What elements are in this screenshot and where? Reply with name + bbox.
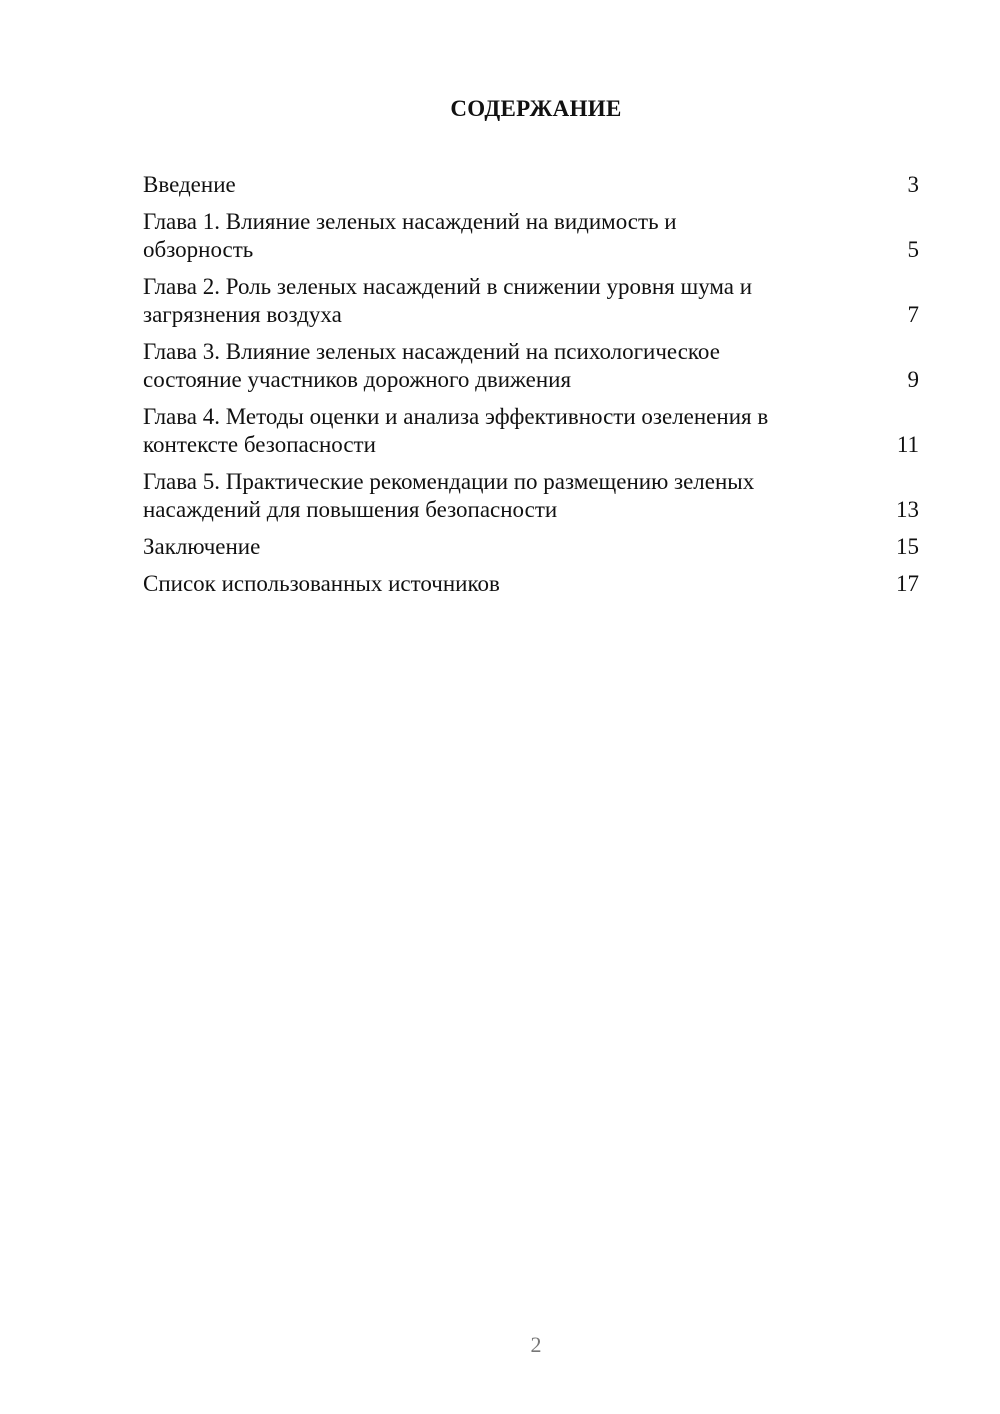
toc-entry-text — [143, 171, 833, 199]
toc-entry-page: 3 — [907, 172, 919, 197]
toc-entry-line: насаждений для повышения безопасности — [143, 497, 558, 522]
toc-entry-line: состояние участников дорожного движения — [143, 367, 572, 392]
toc-entry-line: обзорность — [143, 237, 254, 262]
toc-entry-chapter-3 — [143, 338, 919, 394]
toc-entry-line: Глава 1. Влияние зеленых насаждений на видимость и — [143, 209, 677, 234]
toc-entry-chapter-4 — [143, 403, 919, 459]
toc-entry-references — [143, 570, 919, 598]
toc-entry-line: Глава 2. Роль зеленых насаждений в снижении уровня шума и — [143, 274, 753, 299]
toc-entry-page: 15 — [896, 534, 919, 559]
toc-entry-line: Глава 3. Влияние зеленых насаждений на психологическое — [143, 339, 720, 364]
toc-entry-page: 17 — [896, 571, 919, 596]
toc-entry-text — [143, 570, 833, 598]
toc-entry-line: Список использованных источников — [143, 571, 500, 596]
toc-entry-introduction — [143, 171, 919, 199]
toc-entry-line: Введение — [143, 172, 236, 197]
toc-entry-text — [143, 468, 833, 524]
toc-entry-text — [143, 208, 833, 264]
toc-entry-text — [143, 403, 833, 459]
toc-entry-page: 7 — [907, 302, 919, 327]
table-of-contents — [143, 171, 919, 607]
toc-entry-line: Глава 5. Практические рекомендации по размещению зеленых — [143, 469, 755, 494]
toc-entry-chapter-5 — [143, 468, 919, 524]
toc-entry-text — [143, 338, 833, 394]
toc-entry-text — [143, 533, 833, 561]
toc-entry-chapter-2 — [143, 273, 919, 329]
toc-entry-line: контексте безопасности — [143, 432, 376, 457]
toc-entry-text — [143, 273, 833, 329]
toc-entry-page: 13 — [896, 497, 919, 522]
toc-entry-line: Глава 4. Методы оценки и анализа эффективности озеленения в — [143, 404, 769, 429]
toc-entry-conclusion — [143, 533, 919, 561]
toc-entry-page: 5 — [907, 237, 919, 262]
page-title: СОДЕРЖАНИЕ — [450, 96, 622, 121]
toc-entry-page: 9 — [907, 367, 919, 392]
page-number: 2 — [530, 1332, 542, 1357]
toc-entry-page: 11 — [896, 432, 919, 457]
toc-entry-line: Заключение — [143, 534, 261, 559]
toc-entry-line: загрязнения воздуха — [143, 302, 342, 327]
toc-entry-chapter-1 — [143, 208, 919, 264]
